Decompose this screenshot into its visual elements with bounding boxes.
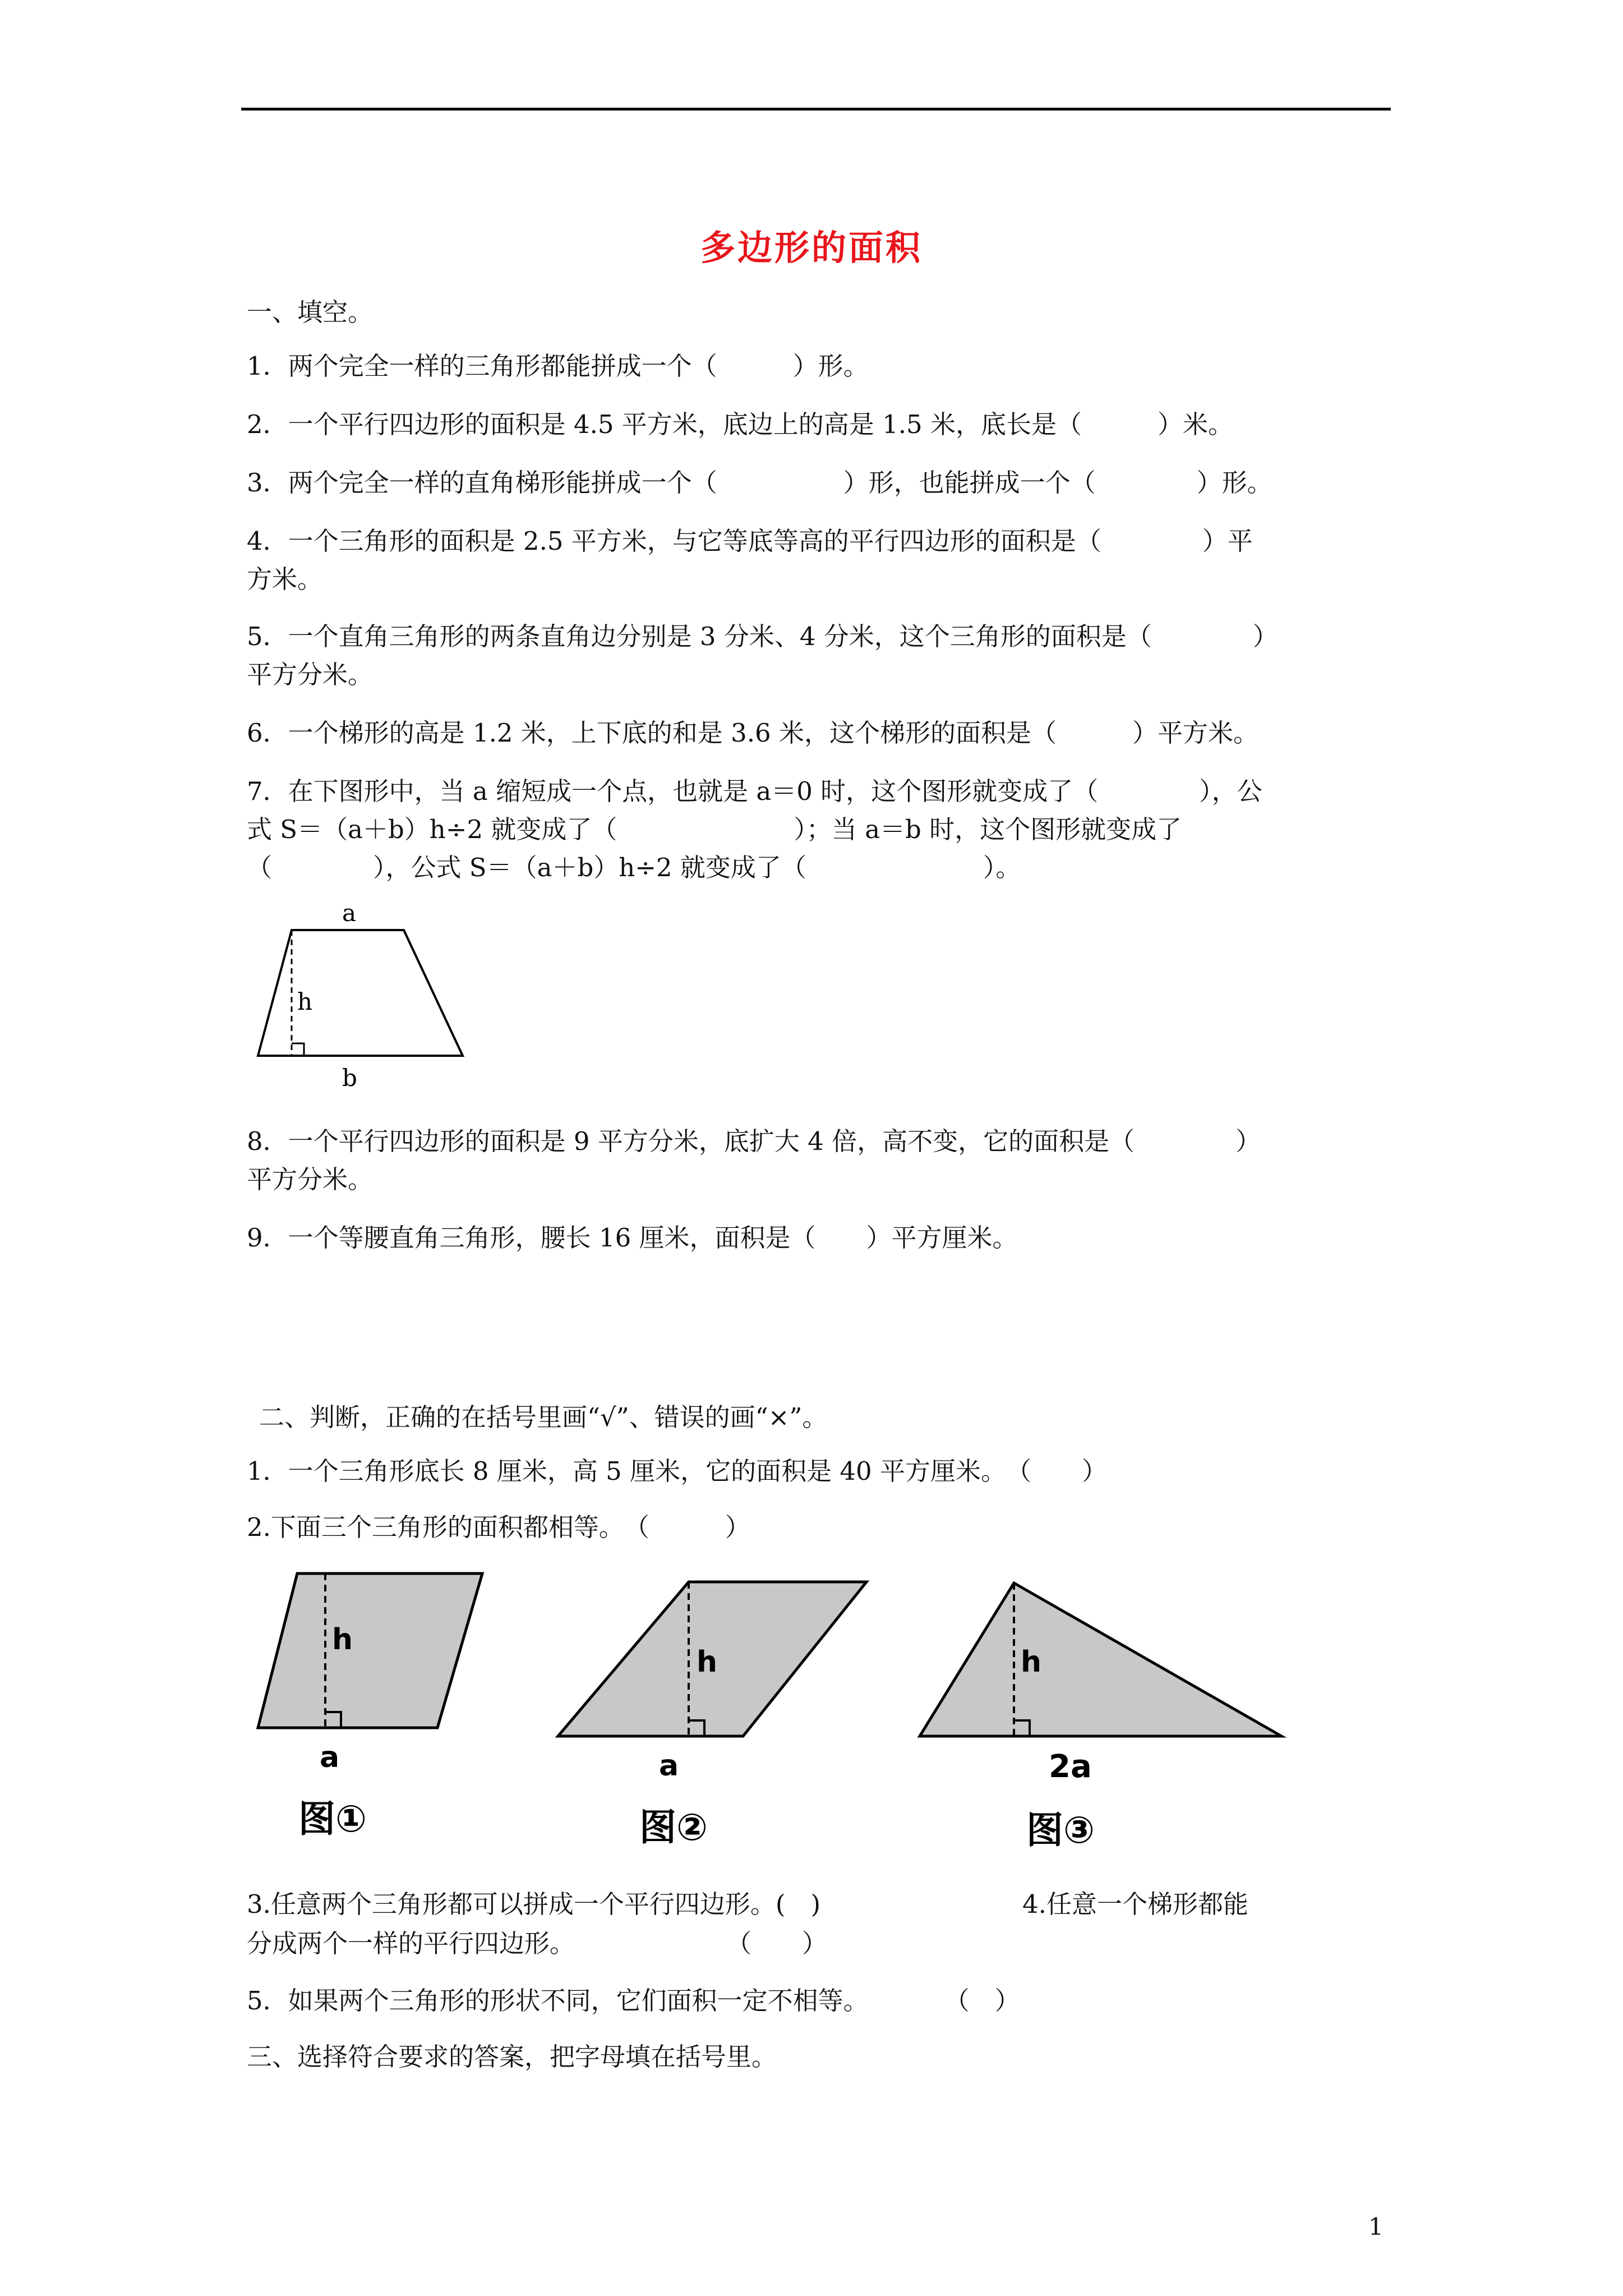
section1-heading: 一、填空。 [247,297,374,327]
question-1-7-line1: 7．在下图形中，当 a 缩短成一个点，也就是 a＝0 时，这个图形就变成了（ ），公 [247,776,1262,806]
question-2-3-4-line2: 分成两个一样的平行四边形。 （ ） [247,1929,828,1958]
figure-3-base-label: 2a [1049,1749,1092,1785]
question-1-9: 9．一个等腰直角三角形，腰长 16 厘米，面积是（ ）平方厘米。 [247,1223,1018,1253]
section3-heading: 三、选择符合要求的答案，把字母填在括号里。 [247,2042,777,2072]
question-1-6: 6．一个梯形的高是 1.2 米，上下底的和是 3.6 米，这个梯形的面积是（ ）平方米。 [247,718,1258,748]
right-angle-mark [292,1043,304,1056]
question-1-1: 1．两个完全一样的三角形都能拼成一个（ ）形。 [247,351,869,381]
question-1-2: 2．一个平行四边形的面积是 4.5 平方米，底边上的高是 1.5 米，底长是（ ）米。 [247,409,1233,439]
trapezoid-label-b: b [342,1064,357,1092]
question-1-5-line1: 5．一个直角三角形的两条直角边分别是 3 分米、4 分米，这个三角形的面积是（ ） [247,622,1278,651]
figure-2-height-label: h [697,1645,718,1679]
question-1-7-line2: 式 S＝（a＋b）h÷2 就变成了（ ）；当 a＝b 时，这个图形就变成了 [247,815,1182,844]
question-2-5: 5．如果两个三角形的形状不同，它们面积一定不相等。 （ ） [247,1986,1020,2016]
question-2-3-4-line1: 3.任意两个三角形都可以拼成一个平行四边形。( ) 4.任意一个梯形都能 [247,1889,1248,1919]
figure-1-parallelogram [258,1573,482,1728]
trapezoid-figure [247,898,482,1099]
question-1-8-line1: 8．一个平行四边形的面积是 9 平方分米，底扩大 4 倍，高不变，它的面积是（ ） [247,1126,1261,1156]
figure-3-caption: 图③ [1026,1809,1095,1852]
question-2-2: 2.下面三个三角形的面积都相等。 （ ） [247,1512,750,1542]
question-1-7-line3: （ ），公式 S＝（a＋b）h÷2 就变成了（ ）。 [247,853,1021,882]
question-1-3: 3．两个完全一样的直角梯形能拼成一个（ ）形，也能拼成一个（ ）形。 [247,468,1272,498]
question-1-8-line2: 平方分米。 [247,1165,374,1194]
question-1-4-line2: 方米。 [247,564,323,594]
figure-2 [558,1582,866,1849]
header-rule [241,108,1391,111]
figure-3-height-label: h [1021,1645,1042,1679]
figure-2-base-label: a [659,1749,679,1783]
three-shapes-figure [247,1559,1312,1874]
question-1-5-line2: 平方分米。 [247,660,374,689]
figure-2-caption: 图② [639,1806,708,1849]
figure-1-base-label: a [320,1741,340,1774]
figure-1 [258,1573,482,1841]
question-1-4-line1: 4．一个三角形的面积是 2.5 平方米，与它等底等高的平行四边形的面积是（ ）平 [247,526,1253,556]
trapezoid-label-h: h [297,988,313,1015]
page-number: 1 [1368,2213,1384,2240]
figure-1-caption: 图① [298,1797,367,1841]
trapezoid-label-a: a [342,899,357,927]
page-title: 多边形的面积 [700,227,923,268]
question-2-1: 1．一个三角形底长 8 厘米，高 5 厘米，它的面积是 40 平方厘米。 （ ） [247,1456,1107,1486]
trapezoid-shape [258,930,463,1056]
figure-3 [920,1583,1281,1852]
section2-heading: 二、判断，正确的在括号里画“√”、错误的画“×”。 [259,1402,828,1432]
figure-3-triangle [920,1583,1281,1736]
figure-1-height-label: h [332,1623,353,1657]
